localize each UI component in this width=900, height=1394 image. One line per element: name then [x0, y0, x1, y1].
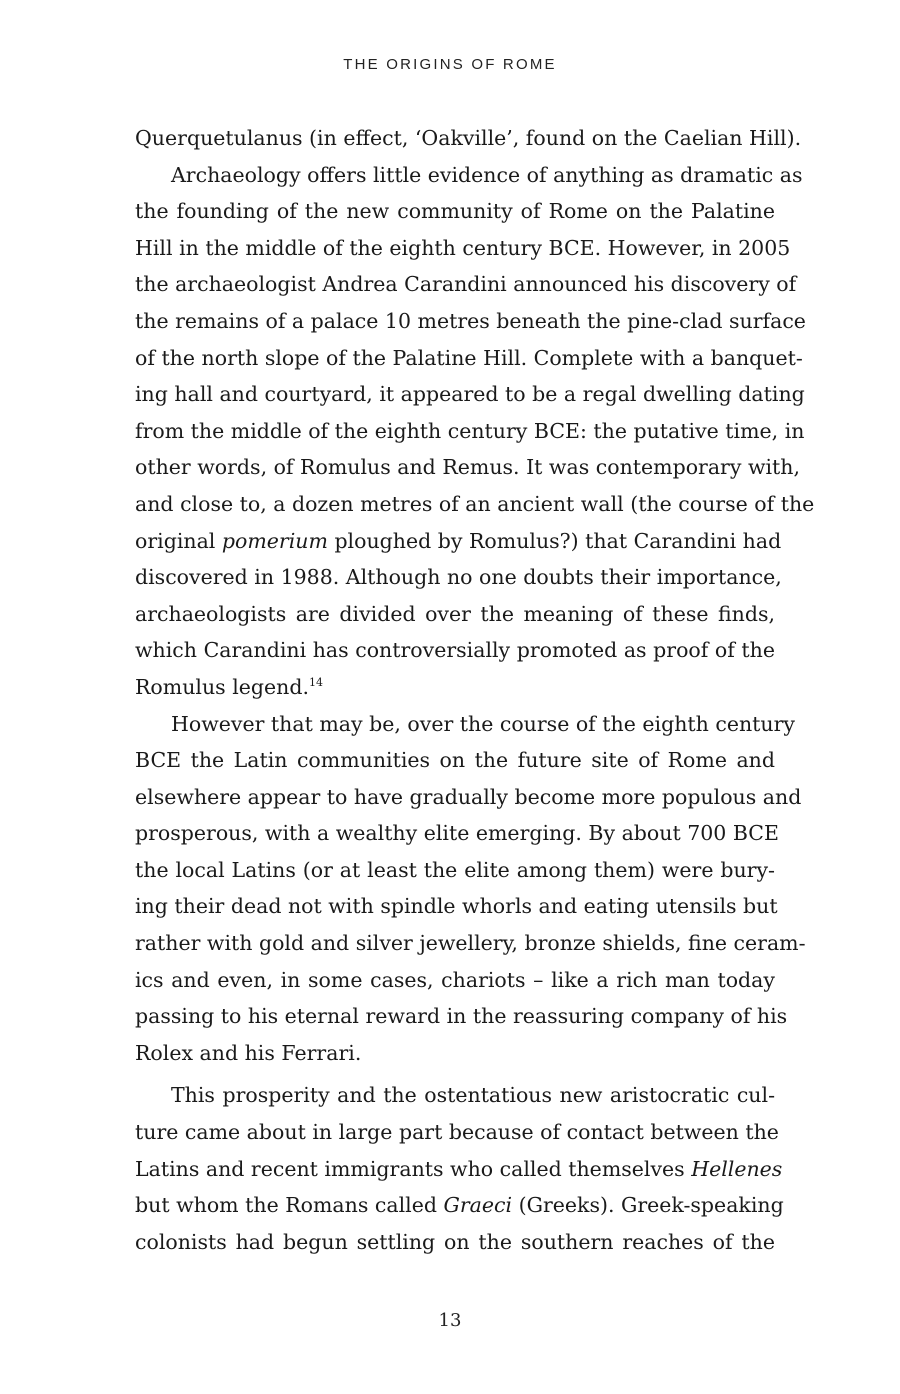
text-line: ture came about in large part because of contact between the [135, 1120, 779, 1145]
text-line: the founding of the new community of Rome on the Palatine [135, 199, 775, 224]
text-line [135, 523, 782, 560]
text-run: ploughed by Romulus?) that Carandini had [327, 528, 782, 553]
paragraph-continuation [135, 120, 802, 157]
text-line: prosperous, with a wealthy elite emerging. By about 700 BCE [135, 821, 779, 846]
text-run: Romulus legend. [135, 674, 309, 699]
text-line: passing to his eternal reward in the reassuring company of his [135, 1004, 788, 1029]
italic-term-pomerium: pomerium [221, 528, 328, 553]
footnote-marker[interactable]: 14 [309, 675, 323, 689]
page-number: 13 [438, 1310, 462, 1331]
text-line: BCE the Latin communities on the future site of Rome and [135, 748, 775, 773]
text-line: the local Latins (or at least the elite among them) were bury- [135, 857, 775, 882]
text-line: other words, of Romulus and Remus. It was contemporary with, [135, 455, 801, 480]
italic-term-graeci: Graeci [443, 1193, 513, 1218]
text-line: However that may be, over the course of the eighth century [171, 711, 795, 736]
text-line: ing hall and courtyard, it appeared to be a regal dwelling dating [135, 382, 805, 407]
body-text [135, 120, 815, 1260]
text-line: and close to, a dozen metres of an ancient wall (the course of the [135, 491, 815, 516]
text-run: Latins and recent immigrants who called themselves [135, 1156, 692, 1181]
italic-term-hellenes: Hellenes [691, 1156, 783, 1181]
text-line: Rolex and his Ferrari. [135, 1040, 362, 1065]
text-line [135, 1187, 784, 1224]
paragraph-prosperity [135, 1077, 784, 1260]
text-line: This prosperity and the ostentatious new aristocratic cul- [171, 1083, 775, 1108]
text-line: Archaeology offers little evidence of anything as dramatic as [171, 162, 803, 187]
text-line [135, 1151, 783, 1188]
text-line: the archaeologist Andrea Carandini announced his discovery of [135, 272, 797, 297]
text-line: ing their dead not with spindle whorls and eating utensils but [135, 894, 778, 919]
text-line: discovered in 1988. Although no one doubts their importance, [135, 565, 782, 590]
text-line: elsewhere appear to have gradually become more populous and [135, 784, 802, 809]
text-line: from the middle of the eighth century BCE: the putative time, in [135, 418, 805, 443]
paragraph-eighth-century [135, 706, 806, 1072]
text-line: Hill in the middle of the eighth century BCE. However, in 2005 [135, 235, 791, 260]
text-run: (Greeks). Greek-speaking [512, 1193, 784, 1218]
text-line: of the north slope of the Palatine Hill. Complete with a banquet- [135, 345, 803, 370]
text-line: ics and even, in some cases, chariots – like a rich man today [135, 967, 775, 992]
text-line: Querquetulanus (in effect, ‘Oakville’, found on the Caelian Hill). [135, 126, 802, 150]
text-run: original [135, 528, 222, 553]
paragraph-archaeology [135, 157, 815, 706]
text-line: rather with gold and silver jewellery, bronze shields, fine ceram- [135, 931, 806, 956]
text-line: colonists had begun settling on the southern reaches of the [135, 1229, 775, 1254]
text-line [135, 669, 775, 706]
text-run: but whom the Romans called [135, 1193, 444, 1218]
text-line: which Carandini has controversially promoted as proof of the [135, 638, 775, 663]
text-line: the remains of a palace 10 metres beneath the pine-clad surface [135, 308, 806, 333]
running-head: THE ORIGINS OF ROME [343, 56, 557, 73]
text-line: archaeologists are divided over the meaning of these finds, [135, 601, 775, 626]
